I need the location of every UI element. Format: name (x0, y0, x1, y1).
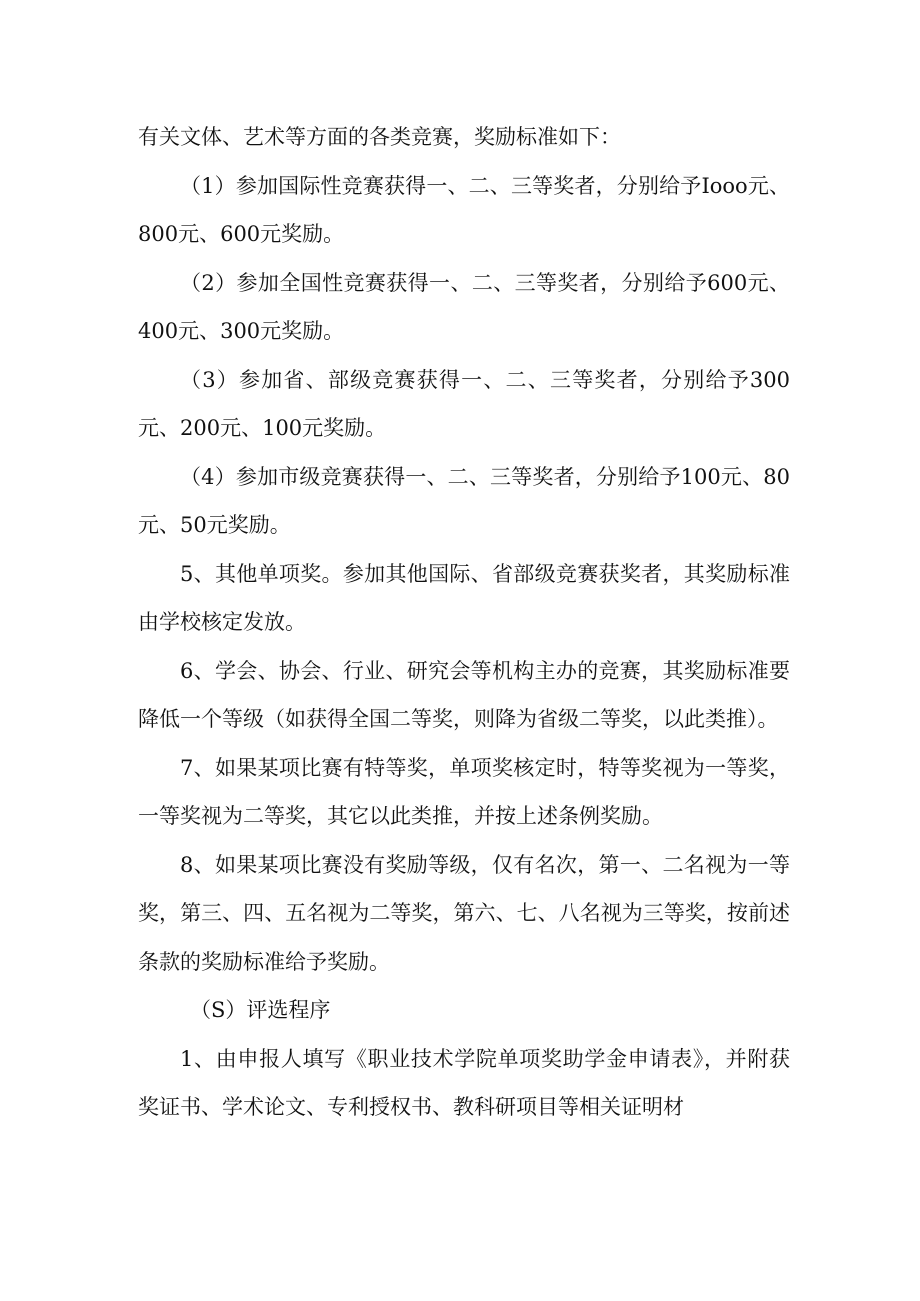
paragraph-item-1: （1）参加国际性竞赛获得一、二、三等奖者，分别给予Iooo元、800元、600元奖励。 (138, 173, 790, 246)
paragraph-rule-8: 8、如果某项比赛没有奖励等级，仅有名次，第一、二名视为一等奖，第三、四、五名视为二等奖，第六、七、八名视为三等奖，按前述条款的奖励标准给予奖励。 (138, 852, 790, 974)
paragraph-rule-7: 7、如果某项比赛有特等奖，单项奖核定时，特等奖视为一等奖，一等奖视为二等奖，其它以此类推，并按上述条例奖励。 (138, 755, 790, 828)
paragraph-step-1: 1、由申报人填写《职业技术学院单项奖助学金申请表》，并附获奖证书、学术论文、专利授权书、教科研项目等相关证明材 (138, 1046, 790, 1119)
section-heading-selection-procedure: （S）评选程序 (190, 998, 331, 1022)
document-body (138, 113, 790, 1132)
paragraph-rule-6: 6、学会、协会、行业、研究会等机构主办的竞赛，其奖励标准要降低一个等级（如获得全国二等奖，则降为省级二等奖，以此类推）。 (138, 658, 790, 731)
paragraph-item-3: （3）参加省、部级竞赛获得一、二、三等奖者，分别给予300元、200元、100元奖励。 (138, 367, 790, 440)
paragraph-rule-5: 5、其他单项奖。参加其他国际、省部级竞赛获奖者，其奖励标准由学校核定发放。 (138, 561, 790, 634)
paragraph-intro: 有关文体、艺术等方面的各类竞赛，奖励标准如下： (138, 125, 621, 149)
paragraph-item-4: （4）参加市级竞赛获得一、二、三等奖者，分别给予100元、80元、50元奖励。 (138, 464, 790, 537)
paragraph-item-2: （2）参加全国性竞赛获得一、二、三等奖者，分别给予600元、400元、300元奖励。 (138, 270, 790, 343)
